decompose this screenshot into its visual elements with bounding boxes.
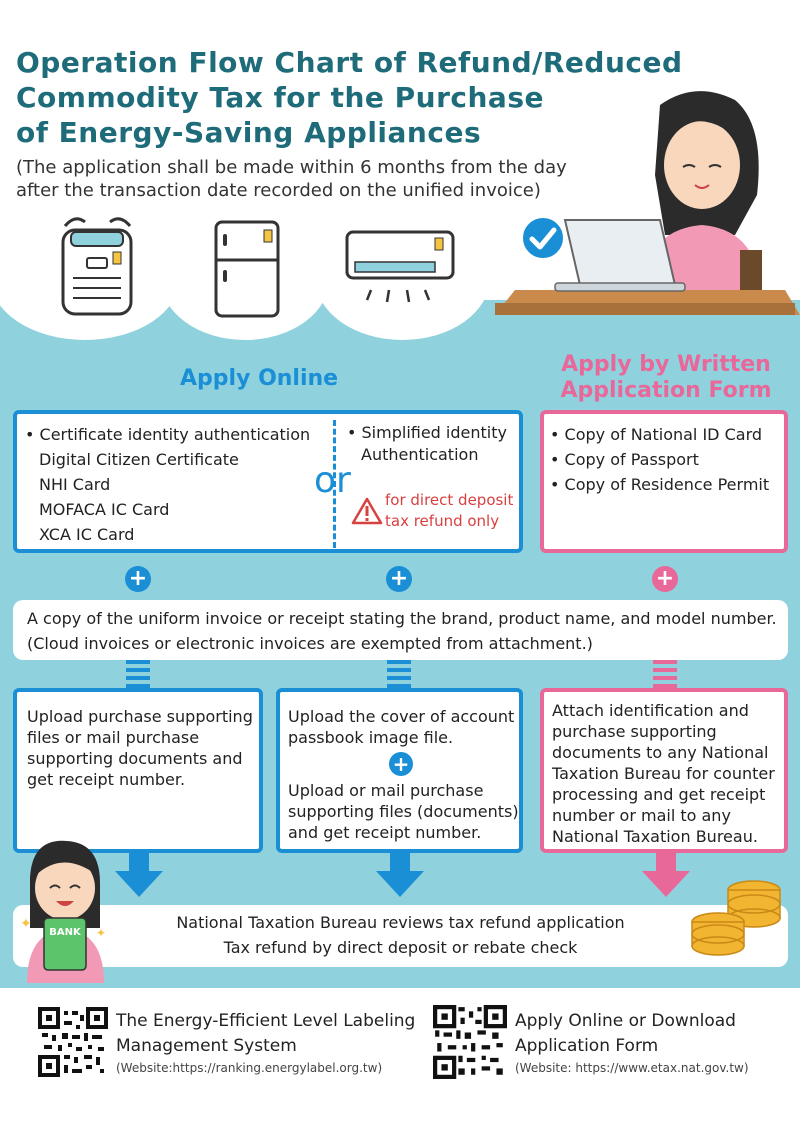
- list-item: Authentication: [361, 445, 479, 464]
- title-line-3: of Energy-Saving Appliances: [16, 116, 482, 149]
- invoice-line-2: (Cloud invoices or electronic invoices are exempted from attachment.): [27, 634, 593, 653]
- online-left-list: [25, 422, 345, 547]
- qr-code-icon: [38, 1007, 108, 1077]
- arrow-down-icon: [374, 853, 426, 898]
- step-text: [288, 780, 523, 843]
- invoice-text: [27, 606, 787, 656]
- step-line: files or mail purchase: [27, 728, 200, 747]
- list-item: Digital Citizen Certificate: [39, 450, 239, 469]
- step-text: [27, 706, 262, 790]
- arrow-down-icon: [113, 853, 165, 898]
- title-line-1: Operation Flow Chart of Refund/Reduced: [16, 46, 683, 79]
- list-item: • Copy of Passport: [550, 450, 699, 469]
- footer-right-url[interactable]: (Website: https://www.etax.nat.gov.tw): [515, 1061, 749, 1075]
- written-list: [550, 422, 790, 497]
- list-item: • Simplified identity: [347, 423, 507, 442]
- step-line: number or mail to any: [552, 806, 731, 825]
- step-line: processing and get receipt: [552, 785, 766, 804]
- step-line: Upload or mail purchase: [288, 781, 484, 800]
- air-purifier-icon: [55, 208, 140, 318]
- apply-online-title: Apply Online: [180, 366, 339, 391]
- plus-icon: +: [389, 752, 413, 776]
- review-line-2: Tax refund by direct deposit or rebate check: [223, 938, 578, 957]
- list-item: NHI Card: [39, 475, 111, 494]
- air-conditioner-icon: [343, 228, 458, 310]
- list-item: MOFACA IC Card: [39, 500, 170, 519]
- list-item: XCA IC Card: [39, 525, 135, 544]
- review-box: [13, 905, 788, 967]
- step-line: Upload purchase supporting: [27, 707, 253, 726]
- online-identity-box: [13, 410, 523, 553]
- written-title-line-1: Apply by Written: [561, 352, 771, 377]
- invoice-line-1: A copy of the uniform invoice or receipt stating the brand, product name, and model number.: [27, 609, 777, 628]
- apply-written-title: [541, 352, 791, 404]
- checkmark-icon: [520, 215, 566, 261]
- laptop-woman-illustration: [495, 85, 800, 315]
- footer-left-url[interactable]: (Website:https://ranking.energylabel.org.tw): [116, 1061, 383, 1075]
- written-title-line-2: Application Form: [560, 378, 772, 403]
- list-item: • Copy of National ID Card: [550, 425, 763, 444]
- step-box-written: [540, 688, 788, 853]
- warning-note: [385, 490, 520, 532]
- plus-icon: +: [386, 566, 412, 592]
- step-line: Attach identification and: [552, 701, 749, 720]
- warning-icon: [351, 496, 383, 526]
- written-identity-box: [540, 410, 788, 553]
- footer-right-text: [515, 1009, 795, 1077]
- step-line: and get receipt number.: [288, 823, 482, 842]
- online-right-list: [347, 422, 517, 466]
- step-text: [552, 700, 790, 847]
- subtitle-line-1: (The application shall be made within 6 months from the day: [16, 157, 567, 178]
- step-line: passbook image file.: [288, 728, 454, 747]
- step-line: National Taxation Bureau.: [552, 827, 758, 846]
- step-line: Upload the cover of account: [288, 707, 515, 726]
- list-item: • Copy of Residence Permit: [550, 475, 770, 494]
- review-line-1: National Taxation Bureau reviews tax refund application: [176, 913, 625, 932]
- review-text: [13, 910, 788, 960]
- bank-label: BANK: [49, 927, 81, 938]
- step-line: Taxation Bureau for counter: [552, 764, 775, 783]
- step-line: documents to any National: [552, 743, 769, 762]
- invoice-requirement-box: [13, 600, 788, 660]
- refrigerator-icon: [212, 220, 282, 318]
- step-line: supporting files (documents): [288, 802, 519, 821]
- warning-line-1: for direct deposit: [385, 491, 514, 509]
- or-label: or: [314, 460, 351, 501]
- footer-left-text: [116, 1009, 416, 1077]
- step-line: get receipt number.: [27, 770, 186, 789]
- bank-girl-illustration: [12, 833, 112, 983]
- step-text: [288, 706, 523, 748]
- warning-line-2: tax refund only: [385, 512, 500, 530]
- list-item: • Certificate identity authentication: [25, 425, 311, 444]
- footer-right-line-1: Apply Online or Download: [515, 1011, 736, 1031]
- step-line: purchase supporting: [552, 722, 717, 741]
- step-box-online-simplified: [276, 688, 523, 853]
- plus-icon: +: [652, 566, 678, 592]
- qr-code-icon: [433, 1005, 507, 1079]
- coins-icon: [684, 872, 784, 962]
- footer-left-line-2: Management System: [116, 1036, 297, 1056]
- footer-left-line-1: The Energy-Efficient Level Labeling: [116, 1011, 416, 1031]
- step-line: supporting documents and: [27, 749, 243, 768]
- svg-text:✦: ✦: [96, 926, 107, 940]
- svg-text:✦: ✦: [20, 916, 32, 932]
- subtitle-line-2: after the transaction date recorded on the unified invoice): [16, 180, 541, 201]
- title-line-2: Commodity Tax for the Purchase: [16, 81, 544, 114]
- plus-icon: +: [125, 566, 151, 592]
- footer-right-line-2: Application Form: [515, 1036, 659, 1056]
- step-box-online-certificate: [13, 688, 263, 853]
